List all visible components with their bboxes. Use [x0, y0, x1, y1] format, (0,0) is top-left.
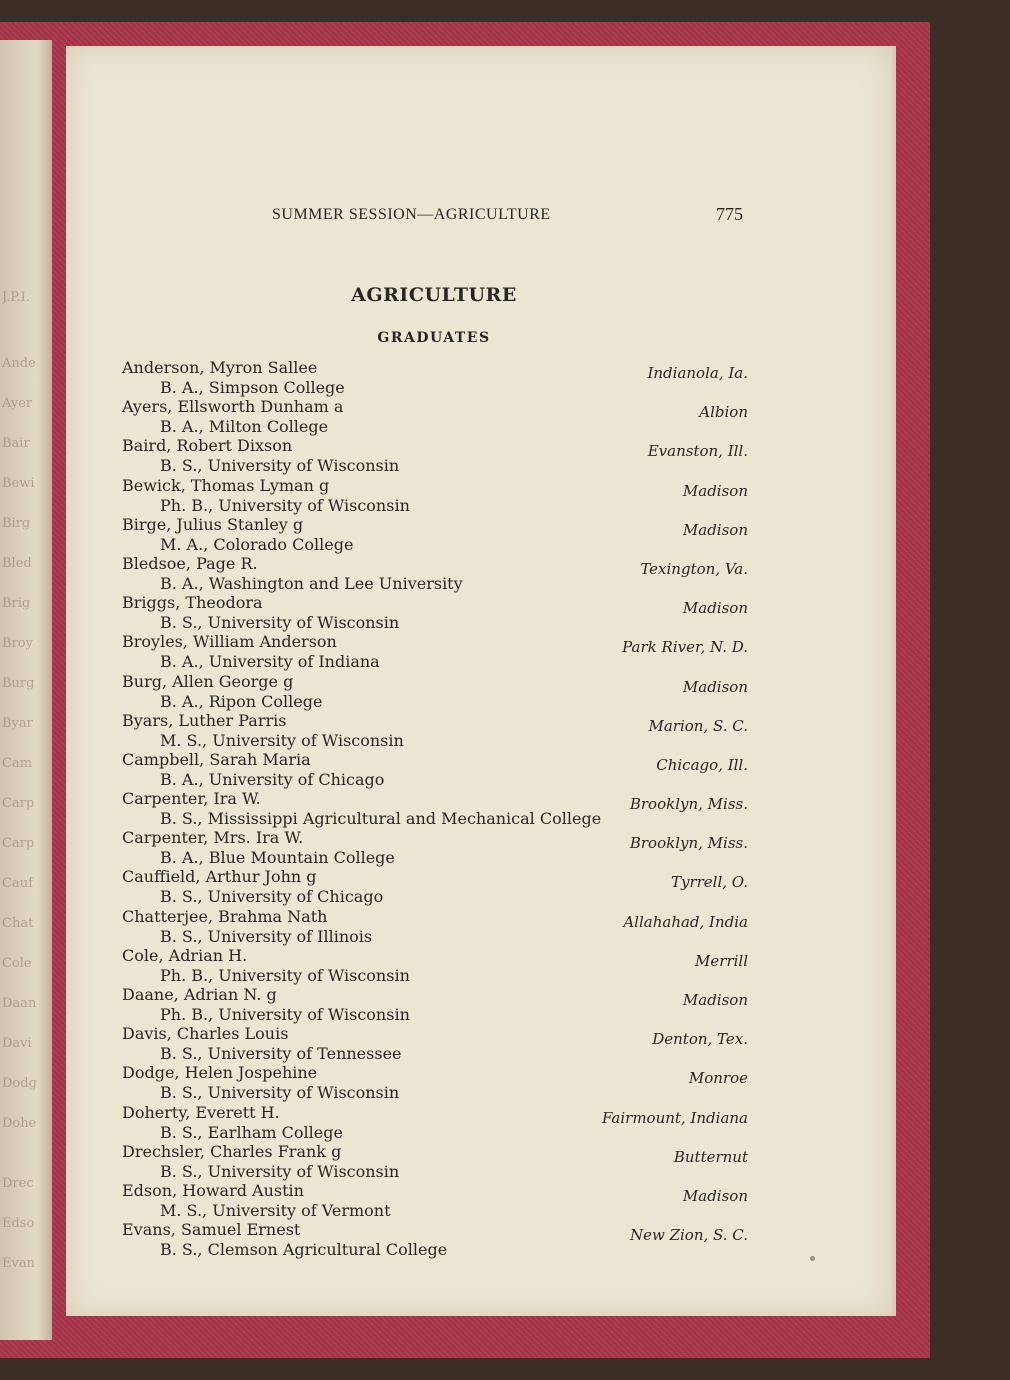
graduate-entry — [118, 630, 818, 672]
subsection-title: GRADUATES — [377, 330, 491, 346]
graduate-degree: B. S., University of Tennessee — [160, 1044, 402, 1064]
graduate-name: Byars, Luther Parris — [122, 710, 287, 730]
graduate-name: Drechsler, Charles Frank g — [122, 1141, 342, 1161]
graduate-degree: B. S., Mississippi Agricultural and Mechanical College — [160, 809, 602, 829]
graduate-degree: B. A., Washington and Lee University — [160, 573, 463, 593]
graduate-degree: B. S., University of Wisconsin — [160, 1083, 400, 1103]
left-page-edge — [0, 40, 52, 1340]
graduate-entry — [118, 865, 818, 907]
left-page-fragment: Ayer — [2, 396, 33, 411]
graduate-degree: B. S., Earlham College — [160, 1122, 343, 1142]
graduate-name: Bewick, Thomas Lyman g — [122, 475, 330, 495]
graduate-entry — [118, 826, 818, 868]
page — [66, 46, 892, 1316]
graduate-location: Madison — [682, 520, 748, 539]
left-page-fragment: Drec — [2, 1176, 34, 1191]
graduate-degree: B. A., University of Chicago — [160, 769, 385, 789]
graduate-location: Butternut — [673, 1147, 748, 1166]
graduate-entry — [118, 1101, 818, 1140]
graduate-degree: B. S., University of Wisconsin — [160, 456, 400, 476]
graduate-degree: Ph. B., University of Wisconsin — [160, 965, 410, 985]
graduate-entry — [118, 356, 818, 395]
graduate-name: Cauffield, Arthur John g — [122, 867, 317, 887]
graduate-degree: B. A., Ripon College — [160, 691, 323, 711]
left-page-fragment: Edso — [2, 1216, 35, 1231]
graduate-degree: B. S., University of Illinois — [160, 926, 373, 946]
graduate-location: Park River, N. D. — [622, 638, 748, 657]
graduate-degree: M. S., University of Vermont — [160, 1200, 391, 1220]
graduate-entry — [118, 1022, 818, 1064]
graduate-entry — [118, 944, 818, 983]
graduate-name: Evans, Samuel Ernest — [122, 1220, 301, 1240]
graduate-entry — [118, 474, 818, 513]
graduate-entry — [118, 1179, 818, 1218]
graduate-location: Brooklyn, Miss. — [629, 795, 748, 814]
left-page-fragment: Birg — [2, 516, 31, 531]
graduate-location: Merrill — [695, 951, 748, 970]
running-head: SUMMER SESSION—AGRICULTURE — [272, 206, 551, 223]
graduate-location: Allahahad, India — [623, 912, 748, 931]
graduate-entry — [118, 1140, 818, 1179]
left-page-fragment: Cauf — [2, 876, 33, 891]
left-page-fragment: Bewi — [2, 476, 35, 491]
graduate-list — [118, 356, 818, 1260]
left-page-fragment: Davi — [2, 1036, 32, 1051]
graduate-location: Texington, Va. — [640, 559, 748, 578]
page-number: 775 — [716, 204, 743, 224]
graduate-name: Dodge, Helen Jospehine — [122, 1063, 318, 1083]
graduate-name: Ayers, Ellsworth Dunham a — [122, 397, 344, 417]
graduate-name: Edson, Howard Austin — [122, 1180, 304, 1200]
graduate-location: Denton, Tex. — [652, 1030, 748, 1049]
graduate-location: Tyrrell, O. — [670, 873, 748, 892]
graduate-entry — [118, 905, 818, 944]
left-page-fragment: Brig — [2, 596, 31, 611]
graduate-name: Doherty, Everett H. — [122, 1102, 280, 1122]
graduate-location: Evanston, Ill. — [647, 442, 748, 461]
left-page-fragment: J.P.I. — [2, 290, 30, 305]
graduate-location: Madison — [682, 1186, 748, 1205]
graduate-degree: B. A., Simpson College — [160, 378, 345, 397]
graduate-entry — [118, 748, 818, 787]
graduate-name: Chatterjee, Brahma Nath — [122, 906, 328, 926]
left-page-fragment: Evan — [2, 1256, 35, 1271]
left-page-fragment: Carp — [2, 836, 35, 851]
graduate-name: Birge, Julius Stanley g — [122, 514, 304, 534]
graduate-degree: B. S., University of Wisconsin — [160, 613, 400, 633]
left-page-fragment: Broy — [2, 636, 33, 651]
graduate-location: Albion — [699, 403, 748, 422]
graduate-location: Fairmount, Indiana — [602, 1108, 748, 1127]
graduate-name: Davis, Charles Louis — [122, 1024, 289, 1044]
graduate-name: Baird, Robert Dixson — [122, 436, 293, 456]
graduate-name: Carpenter, Mrs. Ira W. — [122, 828, 304, 848]
graduate-name: Cole, Adrian H. — [122, 945, 248, 965]
graduate-entry — [118, 513, 818, 552]
graduate-name: Burg, Allen George g — [122, 671, 294, 691]
section-title: AGRICULTURE — [351, 284, 517, 306]
left-page-fragment: Chat — [2, 916, 34, 931]
left-page-fragment: Cam — [2, 756, 33, 771]
left-page-fragment: Daan — [2, 996, 37, 1011]
graduate-location: Madison — [682, 481, 748, 500]
graduate-location: Monroe — [688, 1069, 748, 1088]
graduate-degree: B. A., Milton College — [160, 417, 329, 437]
left-page-fragment: Byar — [2, 716, 33, 731]
left-page-fragment: Ande — [2, 356, 36, 371]
graduate-degree: B. S., Clemson Agricultural College — [160, 1240, 448, 1260]
graduate-entry — [118, 787, 818, 829]
left-page-fragment: Dohe — [2, 1116, 37, 1131]
left-page-fragment: Bair — [2, 436, 30, 451]
graduate-degree: M. S., University of Wisconsin — [160, 730, 404, 750]
graduate-degree: B. A., University of Indiana — [160, 652, 380, 672]
graduate-location: Madison — [682, 991, 748, 1009]
graduate-degree: B. S., University of Chicago — [160, 887, 384, 907]
graduate-entry — [118, 709, 818, 748]
graduate-name: Carpenter, Ira W. — [122, 789, 261, 809]
graduate-name: Anderson, Myron Sallee — [122, 358, 318, 377]
left-page-fragment: Cole — [2, 956, 32, 971]
graduate-location: Madison — [682, 599, 748, 618]
graduate-entry — [118, 434, 818, 476]
graduate-degree: Ph. B., University of Wisconsin — [160, 1005, 410, 1024]
paper-blemish — [810, 1256, 815, 1261]
graduate-entry — [118, 670, 818, 709]
graduate-location: New Zion, S. C. — [629, 1226, 748, 1245]
left-page-fragment: Bled — [2, 556, 32, 571]
graduate-entry — [118, 395, 818, 437]
graduate-entry — [118, 591, 818, 633]
graduate-location: Brooklyn, Miss. — [629, 834, 748, 853]
graduate-entry — [118, 983, 818, 1022]
graduate-name: Campbell, Sarah Maria — [122, 749, 311, 769]
graduate-location: Marion, S. C. — [648, 716, 748, 735]
graduate-name: Bledsoe, Page R. — [122, 553, 258, 573]
graduate-degree: B. A., Blue Mountain College — [160, 848, 395, 868]
graduate-location: Indianola, Ia. — [647, 364, 748, 382]
graduate-entry — [118, 1218, 818, 1260]
graduate-entry — [118, 1061, 818, 1103]
graduate-entry — [118, 552, 818, 591]
graduate-location: Madison — [682, 677, 748, 696]
graduate-name: Daane, Adrian N. g — [122, 985, 277, 1004]
graduate-degree: Ph. B., University of Wisconsin — [160, 495, 410, 515]
left-page-fragment: Dodg — [2, 1076, 37, 1091]
graduate-name: Broyles, William Anderson — [122, 632, 337, 652]
graduate-degree: M. A., Colorado College — [160, 534, 354, 554]
left-page-fragment: Carp — [2, 796, 35, 811]
graduate-degree: B. S., University of Wisconsin — [160, 1161, 400, 1181]
graduate-name: Briggs, Theodora — [122, 593, 263, 613]
graduate-location: Chicago, Ill. — [656, 755, 748, 774]
left-page-fragment: Burg — [2, 676, 35, 691]
